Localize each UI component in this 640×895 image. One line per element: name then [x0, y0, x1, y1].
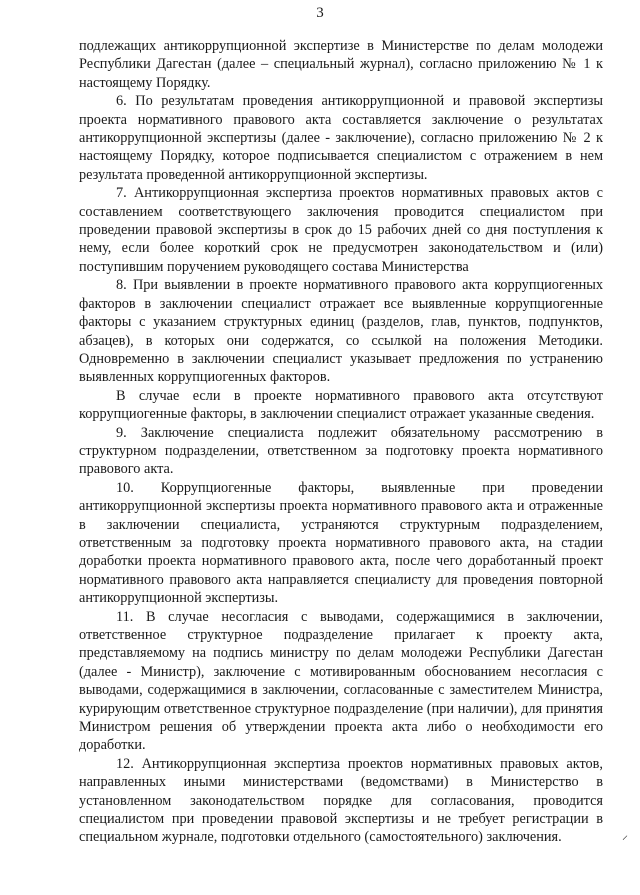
- paragraph-item-7: 7. Антикоррупционная экспертиза проектов нормативных правовых актов с составлением соответствующего заключения проводится специалистом при проведении правовой экспертизы в срок до 15 рабочих дней со дня поступления к нему, если более короткий срок не предусмотрен законодательством и (или) поступившим поручением руководящего состава Министерства: [79, 185, 603, 275]
- paragraph-item-8: 8. При выявлении в проекте нормативного правового акта коррупциогенных факторов в заключении специалист отражает все выявленные коррупциогенные факторы с указанием структурных единиц (разделов, глав, пунктов, подпунктов, абзацев), в которых они содержатся, со ссылкой на положения Методики. Одновременно в заключении специалист указывает предложения по устранению выявленных коррупциогенных факторов.: [79, 277, 603, 386]
- paragraph-item-6: 6. По результатам проведения антикоррупционной и правовой экспертизы проекта нормативного правового акта составляется заключение о результатах антикоррупционной экспертизы (далее - заключение), согласно приложению № 2 к настоящему Порядку, которое подписывается специалистом с отражением в нем результата проведенной антикоррупционной экспертизы.: [79, 93, 603, 183]
- paragraph-continuation: подлежащих антикоррупционной экспертизе в Министерстве по делам молодежи Республики Дагестан (далее – специальный журнал), согласно приложению № 1 к настоящему Порядку.: [79, 38, 603, 91]
- document-body: [79, 37, 603, 847]
- paragraph-item-8-note: В случае если в проекте нормативного правового акта отсутствуют коррупциогенные факторы, в заключении специалист отражает указанные сведения.: [79, 387, 603, 423]
- paragraph-item-10: 10. Коррупциогенные факторы, выявленные при проведении антикоррупционной экспертизы проекта нормативного правового акта и отраженные в заключении специалиста, устраняются структурным подразделением, ответственным за подготовку проекта нормативного правового акта, на стадии доработки проекта нормативного правового акта, после чего доработанный проект нормативного правового акта направляется специалисту для проведения повторной антикоррупционной экспертизы.: [79, 479, 603, 607]
- paragraph-item-11: 11. В случае несогласия с выводами, содержащимися в заключении, ответственное структурное подразделение прилагает к проекту акта, представляемому на подпись министру по делам молодежи Республики Дагестан (далее - Министр), заключение с мотивированным обоснованием несогласия с выводами, содержащимися в заключении, согласованные с заместителем Министра, курирующим ответственное структурное подразделение (при наличии), для принятия Министром решения об утверждении проекта акта либо о необходимости его доработки.: [79, 608, 603, 754]
- paragraph-item-12: 12. Антикоррупционная экспертиза проектов нормативных правовых актов, направленных иными министерствами (ведомствами) в Министерство в установленном законодательством порядке для согласования, проводится специалистом при проведении правовой экспертизы и не требует регистрации в специальном журнале, подготовки отдельного (самостоятельного) заключения.: [79, 755, 603, 846]
- paragraph-item-9: 9. Заключение специалиста подлежит обязательному рассмотрению в структурном подразделении, ответственном за подготовку проекта нормативного правового акта.: [79, 424, 603, 478]
- page-number: 3: [316, 5, 324, 21]
- scan-mark: ⸝: [622, 828, 629, 842]
